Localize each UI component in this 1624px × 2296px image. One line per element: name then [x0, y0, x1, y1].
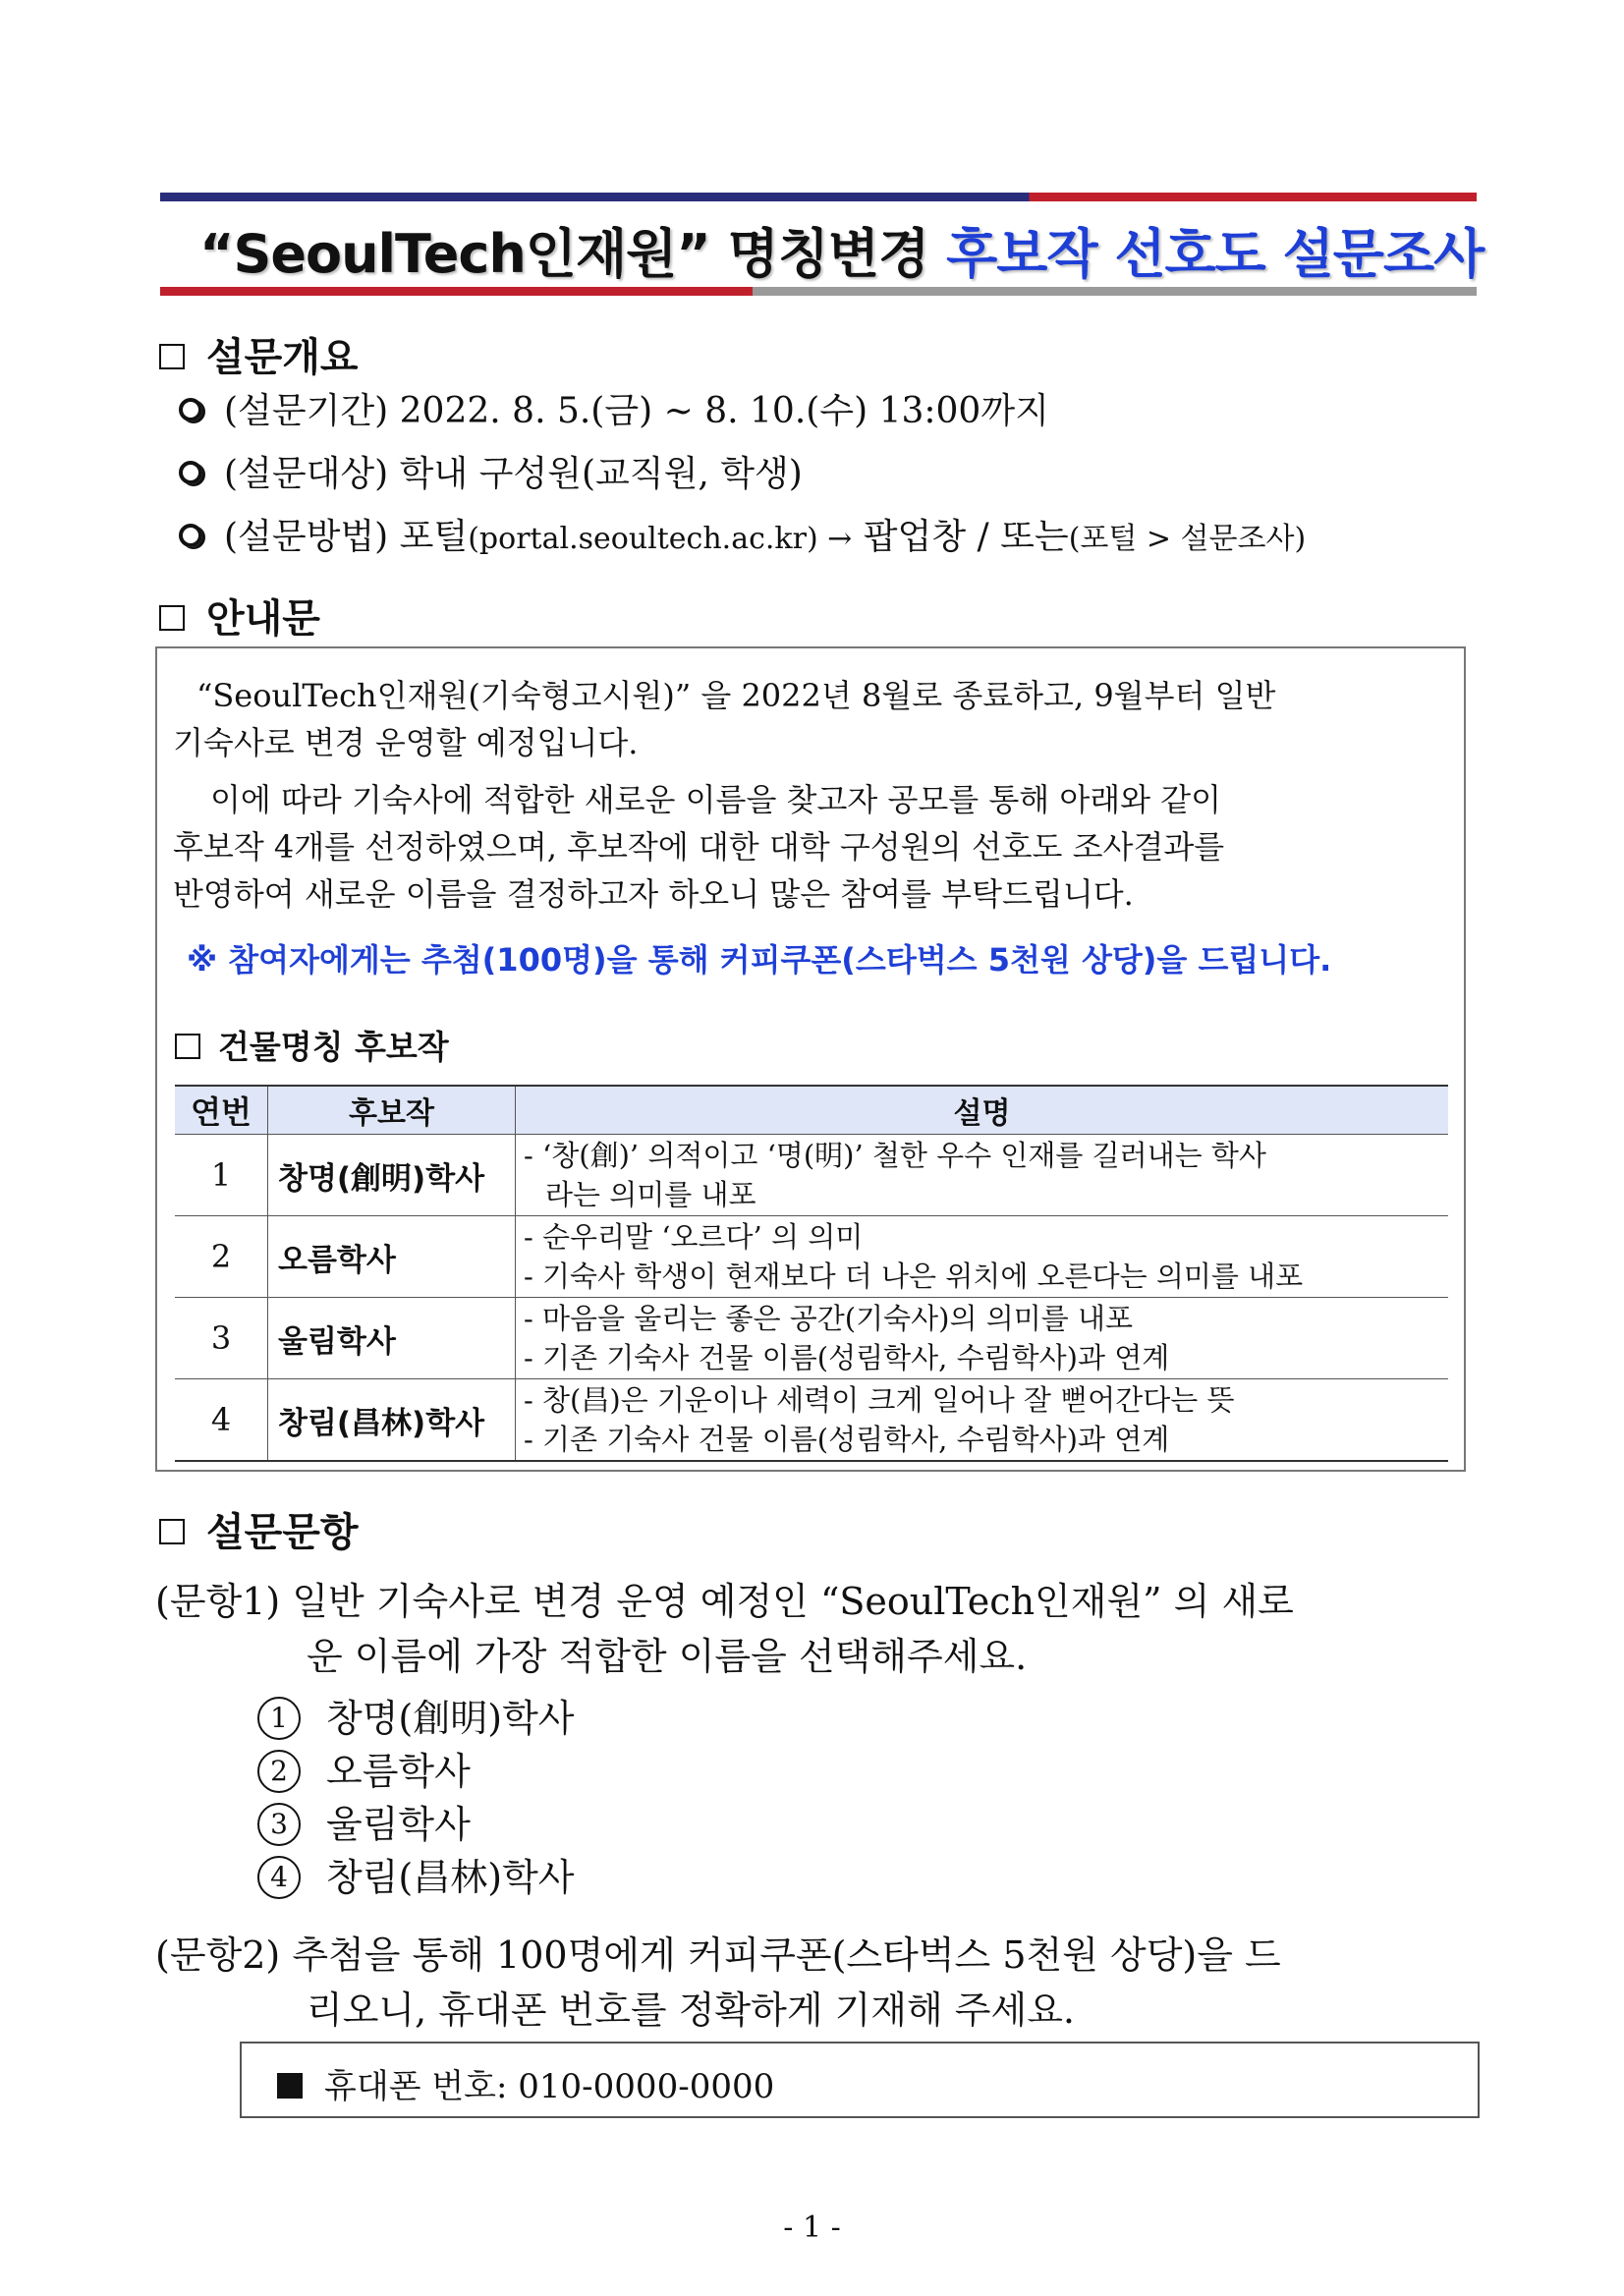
question-2: (문항2) 추첨을 통해 100명에게 커피쿠폰(스타벅스 5천원 상당)을 드: [155, 1933, 1281, 1977]
row-number: 1: [175, 1135, 268, 1216]
column-header-number: 연번: [175, 1086, 268, 1135]
candidate-name: 오름학사: [268, 1216, 516, 1298]
notice-paragraph-1: “SeoulTech인재원(기숙형고시원)” 을 2022년 8월로 종료하고, 9월부터 일반 기숙사로 변경 운영할 예정입니다.: [173, 677, 1276, 761]
circle-bullet-icon: [179, 398, 202, 421]
table-header-row: [175, 1086, 1448, 1135]
page-number: - 1 -: [783, 2211, 841, 2245]
section-notice-heading: 안내문: [159, 588, 320, 644]
option-3[interactable]: 3 울림학사: [257, 1794, 471, 1850]
candidate-description: - 마음을 울리는 좋은 공간(기숙사)의 의미를 내포 - 기존 기숙사 건물 이름(성림학사, 수림학사)과 연계: [516, 1298, 1449, 1379]
square-icon: [159, 1519, 185, 1544]
question-1: (문항1) 일반 기숙사로 변경 운영 예정인 “SeoulTech인재원” 의 새로: [155, 1580, 1294, 1623]
option-number-badge: 1: [257, 1697, 301, 1740]
phone-number-field[interactable]: [240, 2042, 1480, 2118]
option-1[interactable]: 1 창명(創明)학사: [257, 1688, 574, 1744]
candidate-name: 창명(創明)학사: [268, 1135, 516, 1216]
title-highlight: 후보작 선호도 설문조사: [946, 223, 1484, 285]
question-2-continued: 리오니, 휴대폰 번호를 정확하게 기재해 주세요.: [307, 1988, 1076, 2032]
option-number-badge: 4: [257, 1856, 301, 1899]
phone-number-text: 휴대폰 번호: 010-0000-0000: [277, 2059, 774, 2107]
square-icon: [159, 344, 185, 369]
overview-item-period: (설문기간) 2022. 8. 5.(금) ~ 8. 10.(수) 13:00까지: [179, 383, 1049, 433]
page-title: [199, 212, 1484, 288]
candidate-table-heading: 건물명칭 후보작: [175, 1022, 449, 1068]
square-icon: [159, 605, 185, 631]
row-number: 2: [175, 1216, 268, 1298]
option-4[interactable]: 4 창림(昌林)학사: [257, 1847, 574, 1903]
overview-item-target: (설문대상) 학내 구성원(교직원, 학생): [179, 446, 803, 496]
square-icon: [175, 1034, 200, 1059]
title-top-rule: [160, 193, 1477, 201]
circle-bullet-icon: [179, 461, 202, 484]
notice-box: [155, 646, 1466, 1472]
title-bottom-rule: [160, 287, 1477, 296]
candidate-description: - 창(昌)은 기운이나 세력이 크게 일어나 잘 뻗어간다는 뜻 - 기존 기숙사 건물 이름(성림학사, 수림학사)과 연계: [516, 1379, 1449, 1462]
candidate-description: - 순우리말 ‘오르다’ 의 의미 - 기숙사 학생이 현재보다 더 나은 위치에 오른다는 의미를 내포: [516, 1216, 1449, 1298]
table-row: [175, 1379, 1448, 1462]
column-header-description: 설명: [516, 1086, 1449, 1135]
candidate-name: 창림(昌林)학사: [268, 1379, 516, 1462]
section-overview-heading: 설문개요: [159, 326, 359, 382]
question-1-continued: 운 이름에 가장 적합한 이름을 선택해주세요.: [307, 1635, 1028, 1678]
candidate-table: [175, 1085, 1448, 1462]
row-number: 3: [175, 1298, 268, 1379]
title-main: “SeoulTech인재원” 명칭변경: [199, 223, 929, 285]
notice-paragraph-2: 이에 따라 기숙사에 적합한 새로운 이름을 찾고자 공모를 통해 아래와 같이 후보작 4개를 선정하였으며, 후보작에 대한 대학 구성원의 선호도 조사결과를 반영하여 새로운 이름을 결정하고자 하오니 많은 참여를 부탁드립니다.: [173, 781, 1225, 913]
option-2[interactable]: 2 오름학사: [257, 1741, 471, 1797]
table-row: [175, 1298, 1448, 1379]
document-title-banner: [160, 193, 1484, 301]
option-number-badge: 3: [257, 1803, 301, 1846]
option-number-badge: 2: [257, 1750, 301, 1793]
table-row: [175, 1216, 1448, 1298]
table-row: [175, 1135, 1448, 1216]
candidate-name: 울림학사: [268, 1298, 516, 1379]
row-number: 4: [175, 1379, 268, 1462]
candidate-description: - ‘창(創)’ 의적이고 ‘명(明)’ 철한 우수 인재를 길러내는 학사 라는 의미를 내포: [516, 1135, 1449, 1216]
overview-item-method: (설문방법) 포털(portal.seoultech.ac.kr) → 팝업창 / 또는(포털 > 설문조사): [179, 509, 1306, 559]
prize-notice: ※ 참여자에게는 추첨(100명)을 통해 커피쿠폰(스타벅스 5천원 상당)을 드립니다.: [187, 941, 1332, 979]
circle-bullet-icon: [179, 524, 202, 547]
black-square-icon: [277, 2073, 303, 2099]
section-survey-heading: 설문문항: [159, 1501, 359, 1557]
column-header-candidate: 후보작: [268, 1086, 516, 1135]
